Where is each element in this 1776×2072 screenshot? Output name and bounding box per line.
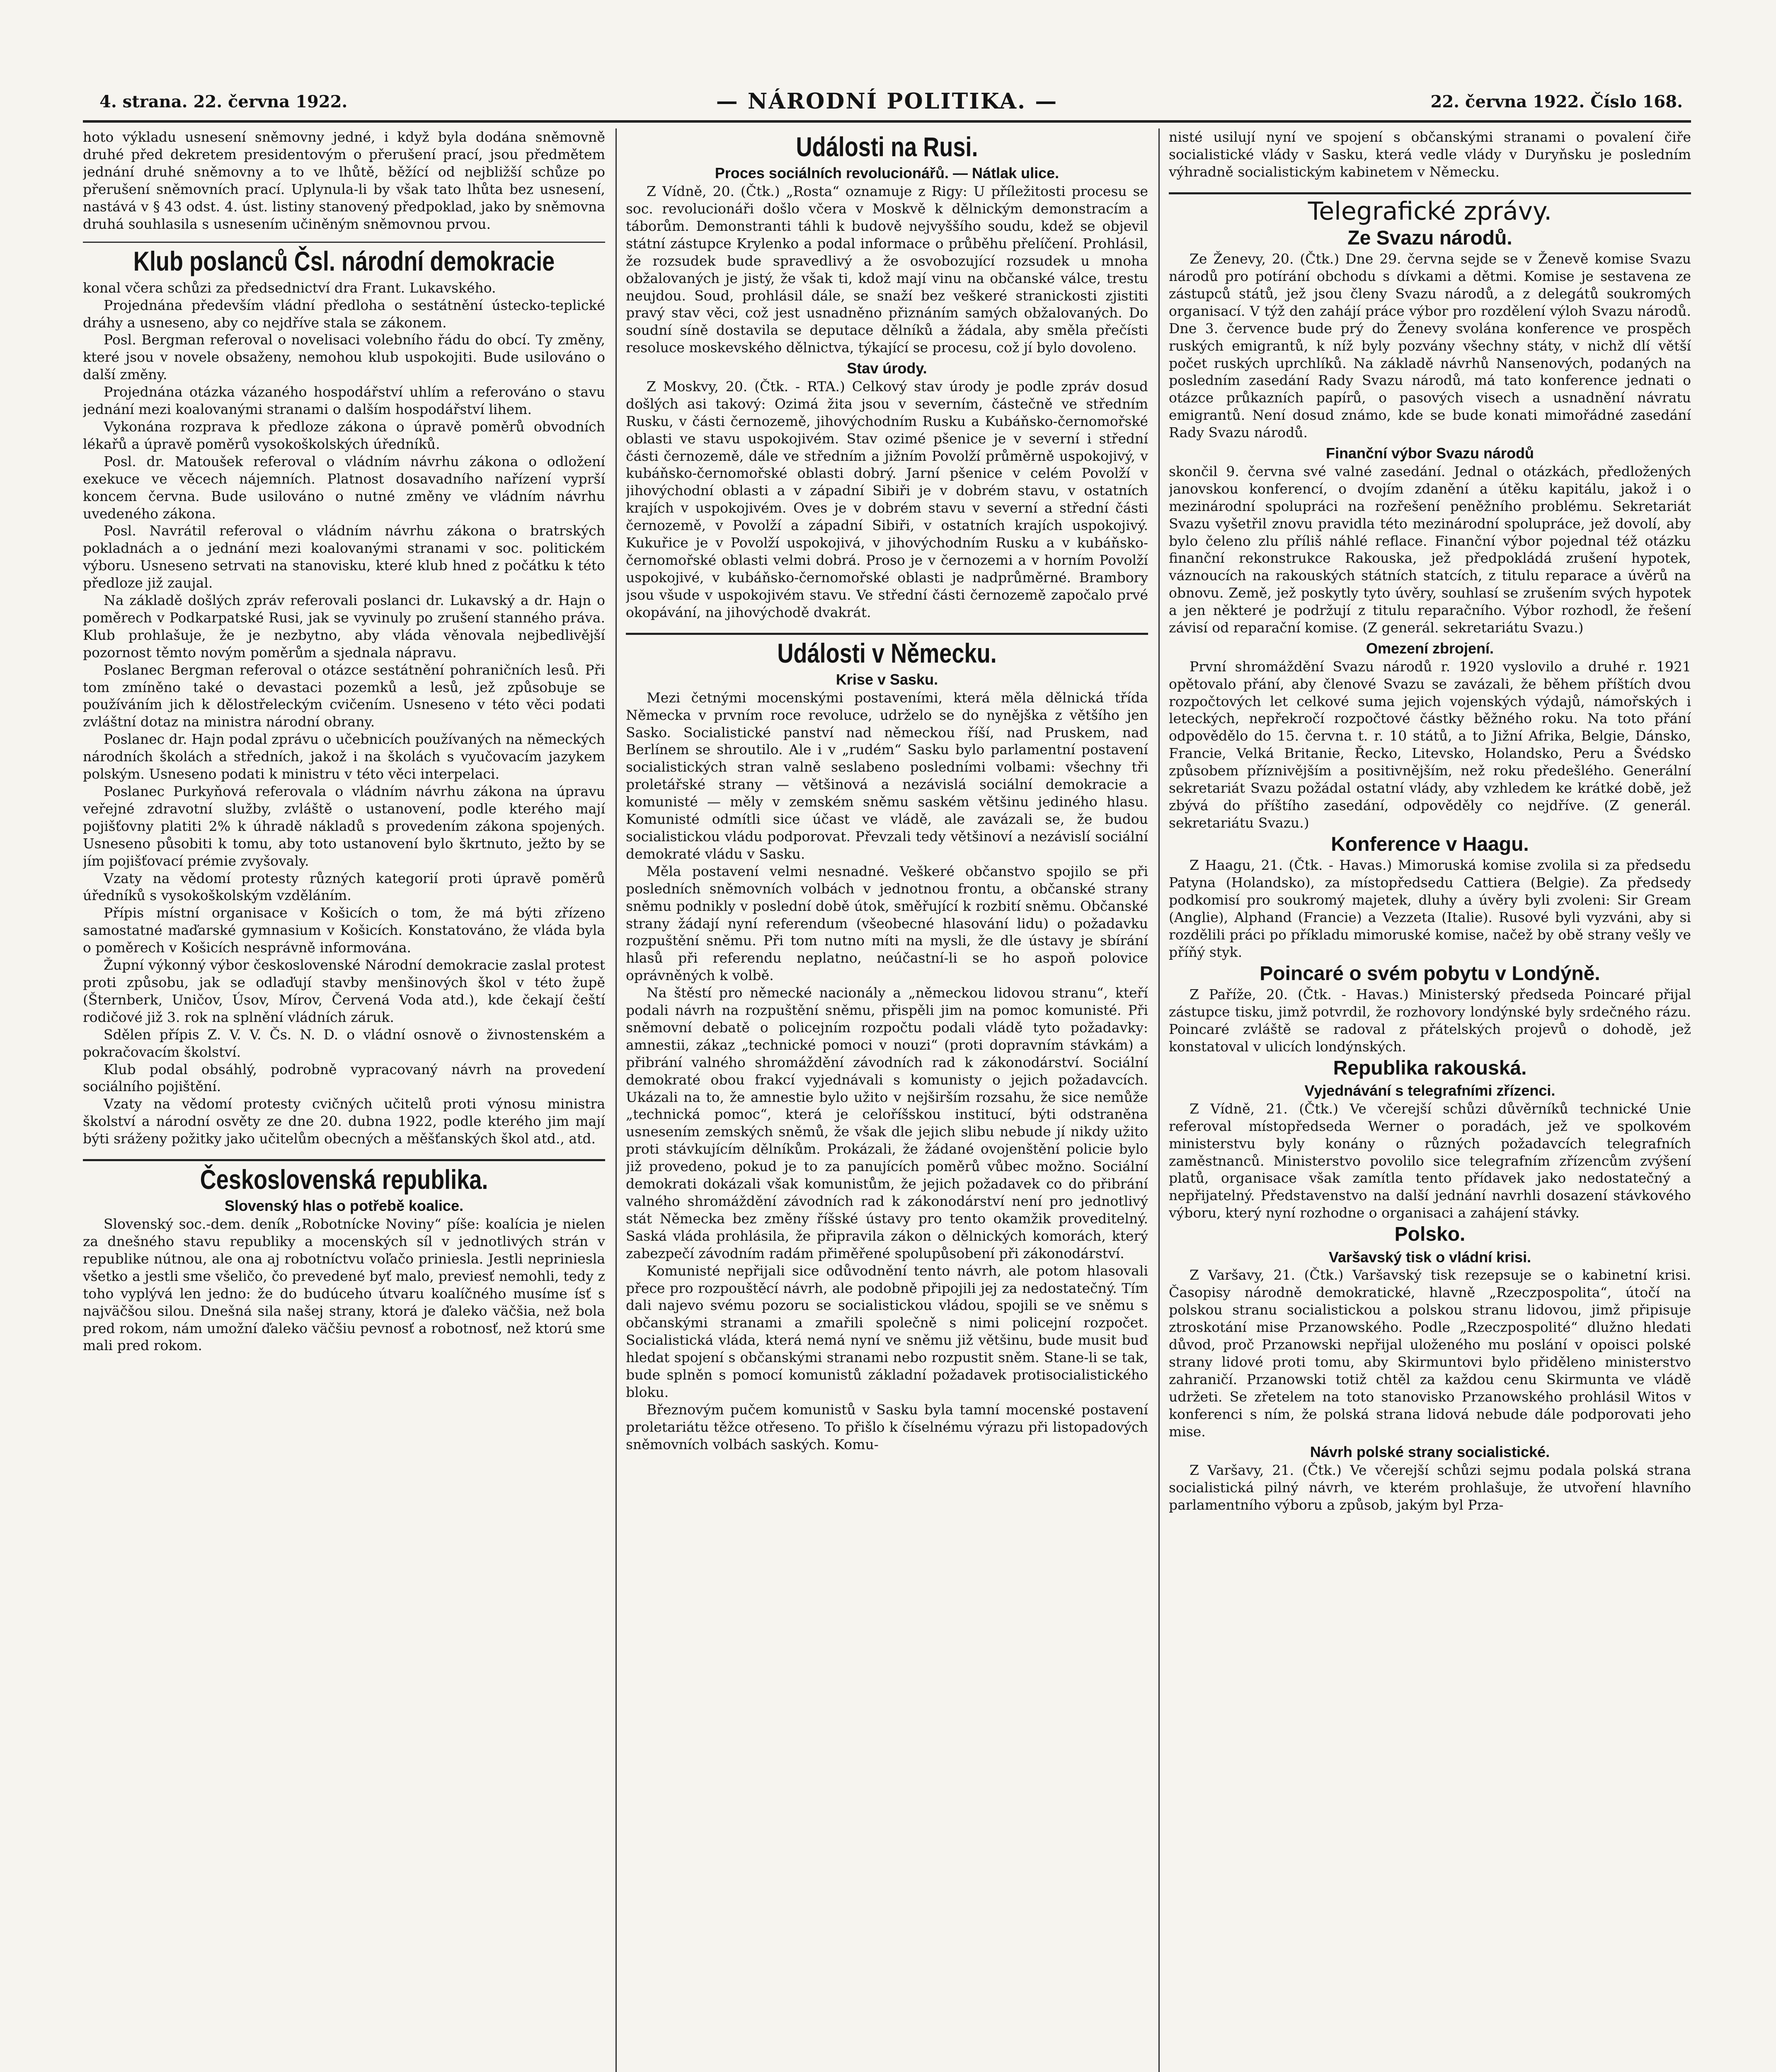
section-headline: Události v Německu.: [777, 637, 997, 668]
article-subheadline: Krise v Sasku.: [836, 670, 938, 688]
column-rule: [615, 128, 617, 2072]
divider: [1169, 192, 1691, 194]
divider: [83, 1159, 605, 1161]
article-subheadline: Vyjednávání s telegrafními zřízenci.: [1304, 1082, 1556, 1099]
paragraph: Z Moskvy, 20. (Čtk. - RTA.) Celkový stav úrody je podle zpráv dosud došlých asi takový: Ozimá žita jsou v severním, částečně ve středním Rusku, v části černozemě, jihovýchodním Rusku a Kubáňsko-černomořské oblasti ve stavu uspokojivém. Stav ozimé pšenice je v severní i střední části černozemě, dále ve středním a jižním Povolží průměrně uspokojivý, v kubáňsko-černomořské oblasti dobrý. Jarní pšenice v celém Povolží v jihovýchodní oblasti a v západní Sibiři je v dobrém stavu, v ostatních krajích v uspokojivém. Oves je v dobrém stavu v severní a střední části černozemě, v Povolží a západní Sibiři, v ostatních krajích uspokojivý. Kukuřice je v Povolží uspokojivá, v jihovýchodním Rusku a v kubáňsko-černomořské oblasti velmi dobrá. Proso je v černozemi a v horním Povolží uspokojivé, v kubáňsko-černomořské oblasti je nadprůměrné. Brambory jsou všude v uspokojivém stavu. Ve střední části černozemě započalo prvé okopávání, na jihovýchodě dvakrát.: [626, 378, 1148, 620]
paragraph: Vykonána rozprava k předloze zákona o úpravě poměrů obvodních lékařů a úpravě poměrů vysokoškolských úředníků.: [83, 418, 605, 452]
paragraph: Poslanec dr. Hajn podal zprávu o učebnicích používaných na německých národních školách a středních, jakož i na školách s vyučovacím jazykem polským. Usneseno podati k ministru v této věci interpelaci.: [83, 731, 605, 782]
paragraph: Posl. dr. Matoušek referoval o vládním návrhu zákona o odložení exekuce ve věcech nájemních. Platnost dosavadního nařízení vyprší koncem června. Bude usilováno o nutné změny ve vládním návrhu uvedeného zákona.: [83, 453, 605, 522]
column-2: [626, 128, 1148, 2072]
article-subheadline: Návrh polské strany socialistické.: [1310, 1443, 1550, 1461]
article-headline: Poincaré o svém pobytu v Londýně.: [1260, 962, 1600, 985]
section-headline: Republika rakouská.: [1333, 1057, 1527, 1079]
paragraph: Posl. Navrátil referoval o vládním návrhu zákona o bratrských pokladnách a o jednání mezi koalovanými stranami v soc. politickém výboru. Usneseno setrvati na stanovisku, které klub hned z počátku k této předloze již zaujal.: [83, 523, 605, 591]
paragraph: Klub podal obsáhlý, podrobně vypracovaný návrh na provedení sociálního pojištění.: [83, 1061, 605, 1095]
paragraph: Župní výkonný výbor československé Národní demokracie zaslal protest proti způsobu, jak se odlaďují stavby menšinových škol v této župě (Šternberk, Uničov, Úsov, Mírov, Červená Voda atd.), kde čekají čeští rodičové již 3. rok na splnění vládních záruk.: [83, 957, 605, 1025]
paragraph: Z Vídně, 20. (Čtk.) „Rosta“ oznamuje z Rigy: U příležitosti procesu se soc. revolucionáři došlo včera v Moskvě k dělnickým demonstracím a táborům. Demonstranti táhli k budově nejvyššího soudu, kdež se objevil státní zástupce Krylenko a podal informace o průběhu přelíčení. Prohlásil, že rozsudek bude spravedlivý a že osvobozující rozsudek u mnoha obžalovaných je jistý, že však ti, kdož mají vinu na občanské válce, trestu neujdou. Soud, prohlásil dále, se snaží bez veškeré stranickosti zjistiti pravý stav věci, což jest usnadněno přiznáním samých obžalovaných. Do soudní síně dostavila se deputace dělníků a žádala, aby směla přečísti resoluce moskevského dělnictva, týkající se procesu, což jí bylo dovoleno.: [626, 183, 1148, 356]
article-headline: Konference v Haagu.: [1331, 833, 1529, 855]
page-date-left: 4. strana. 22. června 1922.: [99, 92, 348, 111]
article-subheadline: Finanční výbor Svazu národů: [1325, 445, 1534, 462]
column-1: [83, 128, 605, 2072]
paragraph: Slovenský soc.-dem. deník „Robotnícke Noviny“ píše: koalícia je nielen za dnešného stavu republiky a mocenských síl v jednotlivých strán v republike nútnou, ale ona aj robotníctvu voľačo priniesla. Jestli nepriniesla všetko a jestli sme všeličo, čo prevedené byť malo, previesť nemohli, tedy z toho vyplývá len jedno: že do budúceho útvaru koalíčného musíme ísť s najväčšou silou. Dnešná sila našej strany, ktorá je ďaleko väčšia, než bola pred rokom, nám umožní ďaleko väčšiu pevnosť a robotnosť, než ktorú sme mali pred rokom.: [83, 1216, 605, 1354]
article-subheadline: Slovenský hlas o potřebě koalice.: [224, 1197, 464, 1215]
paragraph: Posl. Bergman referoval o novelisaci volebního řádu do obcí. Ty změny, které jsou v novele obsaženy, nemohou klub uspokojiti. Bude usilováno o další změny.: [83, 332, 605, 383]
column-rule: [1158, 128, 1160, 2072]
paragraph: Březnovým pučem komunistů v Sasku byla tamní mocenské postavení proletariátu těžce otřeseno. To přišlo k číselnému výrazu při listopadových sněmovních volbách saských. Komu-: [626, 1401, 1148, 1452]
section-headline: Polsko.: [1394, 1223, 1466, 1246]
paragraph: konal včera schůzi za předsednictví dra Frant. Lukavského.: [83, 279, 496, 296]
paragraph: Projednána především vládní předloha o sestátnění ústecko-teplické dráhy a usneseno, aby co nejdříve stala se zákonem.: [83, 297, 605, 331]
section-headline: Telegrafické zprávy.: [1308, 196, 1552, 226]
article-continuation: nisté usilují nyní ve spojení s občanskými stranami o povalení čiře socialistické vlády v Sasku, která vedle vlády v Duryňsku je posledním výhradně socialistickým kabinetem v Německu.: [1169, 129, 1691, 180]
paragraph: Měla postavení velmi nesnadné. Veškeré občanstvo spojilo se při posledních sněmovních volbách v jednotnou frontu, a občanské strany sněmu podnikly v poslední době útok, směřující k rozbití sněmu. Občanské strany žádají nyní referendum (všeobecné hlasování lidu) o požadavku rozpuštění sněmu. Při tom nutno míti na mysli, že dle ústavy je sbírání hlasů při referendu neplatno, neúčastní-li se ho aspoň polovice oprávněných k volbě.: [626, 863, 1148, 984]
newspaper-title: — NÁRODNÍ POLITIKA. —: [716, 89, 1058, 114]
masthead: [83, 83, 1691, 123]
article-subheadline: Ze Svazu národů.: [1347, 227, 1512, 249]
paragraph: skončil 9. června své valné zasedání. Jednal o otázkách, předložených janovskou konferencí, o dvojím zdanění a útěku kapitálu, jakož i o mezinárodní spolupráci na rozřešení peněžního problému. Sekretariát Svazu vyšetřil znovu pravidla této mezinárodní spolupráce, jež dovolí, aby bylo čeleno zlu příliš náhlé reflace. Finanční výbor pojednal též otázku finanční rekonstrukce Rakouska, jež předpokládá zrušení hypotek, váznoucích na rakouských státních statcích, z titulu reparace a úvěrů na obnovu. Země, jež poskytly tyto úvěry, souhlasí se zrušením svých hypotek a jen některé je podržují z titulu reparačního. Výbor rozhodl, že řešení závisí od reparační komise. (Z generál. sekretariátu Svazu.): [1169, 463, 1691, 636]
paragraph: Ze Ženevy, 20. (Čtk.) Dne 29. června sejde se v Ženevě komise Svazu národů pro potírání obchodu s dívkami a dětmi. Komise je sestavena ze zástupců států, jež jsou členy Svazu národů, a z delegátů soukromých organisací. V týž den zahájí práce výbor pro rozdělení výloh Svazu národů. Dne 3. července bude prý do Ženevy svolána konference ve prospěch ruských emigrantů, k níž byly pozvány všechny státy, v nichž dlí větší počet ruských uprchlíků. Na základě návrhů Nansenových, podaných na posledním zasedání Rady Svazu národů, má tato konference jednati o otázce průkazních papírů, o pasových visech a usnadnění návratu emigrantů. Není dosud známo, kde se bude konati mimořádné zasedání Rady Svazu národů.: [1169, 251, 1691, 441]
paragraph: Na štěstí pro německé nacionály a „německou lidovou stranu“, kteří podali návrh na rozpuštění sněmu, přispěli jim na pomoc komunisté. Při sněmovní debatě o policejním rozpočtu podali vládě tyto požadavky: amnestii, zákaz „technické pomoci v nouzi“ (proti dopravním stávkám) a přibrání valného shromáždění závodních rad k zákonodárství. Sociální demokraté obou frakcí vyjednávali s komunisty o jejich požadavcích. Ukázali na to, že amnestie bylo užito v nejširším rozsahu, že sice nemůže „technická pomoc“, která je celoříšskou institucí, býti odstraněna usnesením zemských sněmů, že však dle jejich slibu nebude jí nikdy užito proti stávkujícím dělníkům. Prokázali, že žádané ovojenštění policie bylo již provedeno, pokud je to za panujících poměrů vůbec možno. Sociální demokrati dokázali však komunistům, že jejich požadavek co do přibrání valného shromáždění závodních rad k zákonodárství není pro jednotlivý stát Německa bez změny říšské ústavy pro tento okamžik proveditelný. Saská vláda prohlásila, že připravila zákon o dělnických komorách, který zabezpečí závodním radám přiměřené spolupůsobení při zákonodárství.: [626, 985, 1148, 1261]
article-subheadline: Varšavský tisk o vládní krisi.: [1328, 1248, 1531, 1266]
divider: [626, 633, 1148, 635]
paragraph: Přípis místní organisace v Košicích o tom, že má býti zřízeno samostatné maďarské gymnasium v Košicích. Konstatováno, že vláda byla o poměrech v Košicích nesprávně informována.: [83, 905, 605, 956]
paragraph: Z Paříže, 20. (Čtk. - Havas.) Ministerský předseda Poincaré přijal zástupce tisku, jimž potvrdil, že rozhovory londýnské byly srdečného rázu. Poincaré zvláště se radoval z přátelských projevů o dohodě, jež konstatoval v ulicích londýnských.: [1169, 986, 1691, 1055]
article-continuation: hoto výkladu usnesení sněmovny jedné, i když byla dodána sněmovně druhé před dekretem presidentovým o přerušení prací, jsou předmětem jednání druhé sněmovny a to ve lhůtě, běžící od nejbližší schůze po přerušení sněmovních prací. Uplynula-li by však tato lhůta bez usnesení, nastává v § 43 odst. 4. úst. listiny stanovený předpoklad, jako by sněmovna druhá souhlasila s usnesením učiněným sněmovnou prvou.: [83, 129, 605, 232]
article-headline: Klub poslanců Čsl. národní demokracie: [133, 246, 555, 277]
paragraph: Projednána otázka vázaného hospodářství uhlím a referováno o stavu jednání mezi koalovanými stranami o dalším hospodářství lihem.: [83, 384, 605, 418]
article-subheadline: Omezení zbrojení.: [1366, 639, 1494, 657]
paragraph: První shromáždění Svazu národů r. 1920 vyslovilo a druhé r. 1921 opětovalo přání, aby členové Svazu se zavázali, že během příštích dvou rozpočtových let celkové suma jejich vojenských výdajů, námořských i leteckých, nepřekročí rozpočtové částky běžného roku. Na toto přání odpovědělo do 15. června t. r. 10 států, a to Jižní Afrika, Belgie, Dánsko, Francie, Velká Britanie, Řecko, Litevsko, Holandsko, Peru a Švédsko způsobem příznivějším a positivnějším, než roku předešlého. Generální sekretariát Svazu požádal ostatní vlády, aby vzhledem ke krátké době, jež zbývá do příštího zasedání, odpověděly co nejdříve. (Z generál. sekretariátu Svazu.): [1169, 658, 1691, 831]
newspaper-page: [83, 83, 1691, 2072]
paragraph: Z Varšavy, 21. (Čtk.) Varšavský tisk rezepsuje se o kabinetní krisi. Časopisy národně demokratické, hlavně „Rzeczpospolita“, útočí na polskou stranu socialistickou a polskou stranu lidovou, jimž připisuje ztroskotání mise Przanowského. Podle „Rzeczpospolité“ dlužno hledati důvod, proč Przanowski nepřijal uloženého mu poslání v opoisci polské strany lidové proti tomu, aby Skirmuntovi bylo přiděleno ministerstvo zahraničí. Przanowski totiž chtěl za každou cenu Skirmunta ve vládě udržeti. Se zřetelem na toto stanovisko Przanowského prohlásil Witos v konferenci s ním, že polská strana lidová nebude dále podporovati jeho mise.: [1169, 1267, 1691, 1440]
paragraph: Vzaty na vědomí protesty cvičných učitelů proti výnosu ministra školství a národní osvěty ze dne 20. dubna 1922, podle kterého jim mají býti sráženy požitky jako učitelům obecných a měšťanských škol atd., atd.: [83, 1096, 605, 1147]
column-3: [1169, 128, 1691, 2072]
paragraph: Vzaty na vědomí protesty různých kategorií proti úpravě poměrů úředníků s vysokoškolským vzděláním.: [83, 870, 605, 904]
paragraph: Poslanec Bergman referoval o otázce sestátnění pohraničních lesů. Při tom zmíněno také o devastaci pozemků a lesů, jež způsobuje se používáním jich k dělostřeleckým cvičením. Usneseno v této věci podati zvláštní dotaz na ministra národní obrany.: [83, 661, 605, 730]
paragraph: Mezi četnými mocenskými postaveními, která měla dělnická třída Německa v prvním roce revoluce, udrželo se do nynějška z většího jen Sasko. Socialistické panství nad německou říší, nad Pruskem, nad Berlínem se shroutilo. Ale i v „rudém“ Sasku bylo parlamentní postavení socialistických stran valně seslabeno posledními volbami: všechny tři proletářské strany — většinová a nezávislá sociální demokracie a komunisté — měly v zemském sněmu saském většinu jediného hlasu. Komunisté odmítli sice účast ve vládě, ale zavázali se, že budou socialistickou vládu podporovat. Převzali tedy většinoví a nezávislí sociální demokraté vládu v Sasku.: [626, 689, 1148, 862]
paragraph: Poslanec Purkyňová referovala o vládním návrhu zákona na úpravu veřejné zdravotní služby, zvláště o ustanovení, podle kterého mají pojišťovny platiti 2% k úhradě nákladů s provedením zákona spojených. Usneseno působiti k tomu, aby toto ustanovení bylo škrtnuto, ježto by se jím pojišťovací prémie zvyšovaly.: [83, 783, 605, 869]
section-headline: Události na Rusi.: [796, 131, 978, 162]
paragraph: Komunisté nepřijali sice odůvodnění tento návrh, ale potom hlasovali přece pro rozpouštěcí návrh, ale podobně připojili jej za nedostatečný. Tím dali najevo svému pozoru se socialistickou vládou, spojili se ve sněmu s občanskými stranami a zmařili společně s nimi policejní rozpočet. Socialistická vláda, která nemá nyní ve sněmu již většinu, bude musit buď hledat spojení s občanskými stranami nebo rozpustit sněm. Stane-li se tak, bude splněn s pomocí komunistů základní požadavek protisocialistického bloku.: [626, 1262, 1148, 1400]
paragraph: Sdělen přípis Z. V. V. Čs. N. D. o vládní osnově o živnostenském a pokračovacím školství.: [83, 1026, 605, 1060]
paragraph: Z Haagu, 21. (Čtk. - Havas.) Mimoruská komise zvolila si za předsedu Patyna (Holandsko), za místopředsedu Cattiera (Belgie). Za předsedy podkomisí pro soukromý majetek, dluhy a úvěry byli zvoleni: Sir Gream (Anglie), Alphand (Francie) a Vezzeta (Italie). Rusové byli vyzváni, aby si rozdělili práci po příkladu mimoruské komise, načež by obě strany vešly ve příňý styk.: [1169, 857, 1691, 960]
divider: [83, 242, 605, 243]
issue-number: 22. června 1922. Číslo 168.: [1430, 92, 1683, 111]
paragraph: Na základě došlých zpráv referovali poslanci dr. Lukavský a dr. Hajn o poměrech v Podkarpatské Rusi, jak se vyvinuly po zrušení stanného práva. Klub prohlašuje, že je nezbytno, aby vláda věnovala nejbedlivější pozornost těmto novým poměrům a sjednala nápravu.: [83, 592, 605, 661]
article-subheadline: Proces sociálních revolucionářů. — Nátlak ulice.: [715, 165, 1059, 182]
paragraph: Z Vídně, 21. (Čtk.) Ve včerejší schůzi důvěrníků technické Unie referoval místopředseda Werner o poradách, jež ve spolkovém ministerstvu byly konány o různých požadavcích telegrafních zaměstnanců. Ministerstvo povolilo sice telegrafním zřízencům zvýšení platů, organisace však zamítla tento přídavek jako nedostatečný a nepřijatelný. Představenstvo na další jednání navrhli dosazení stávkového výboru, který nyní rozhodne o organisaci a zahájení stávky.: [1169, 1100, 1691, 1221]
paragraph: Z Varšavy, 21. (Čtk.) Ve včerejší schůzi sejmu podala polská strana socialistická pilný návrh, ve kterém prohlašuje, že utvoření hlavního parlamentního výboru a způsob, jakým byl Prza-: [1169, 1462, 1691, 1513]
article-subheadline: Stav úrody.: [847, 360, 927, 377]
section-headline: Československá republika.: [200, 1164, 488, 1195]
